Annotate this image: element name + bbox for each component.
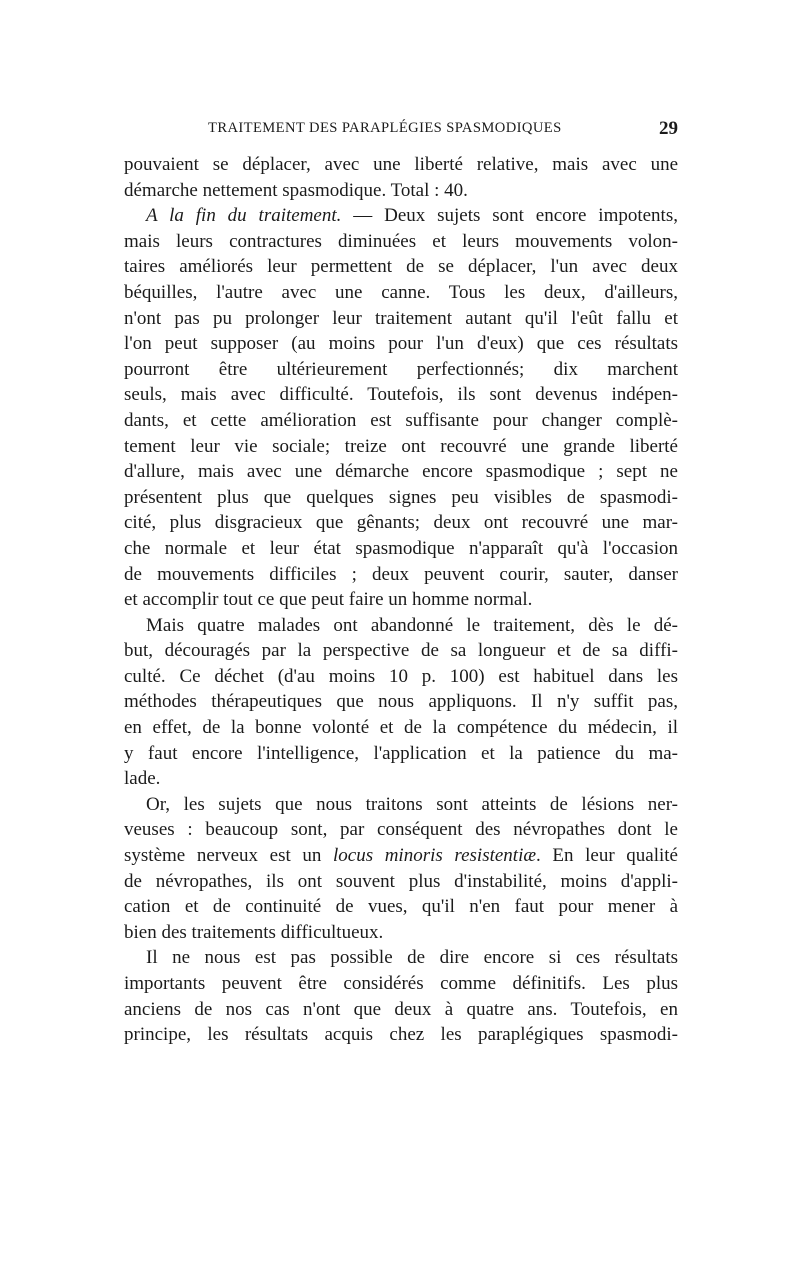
text-line xyxy=(124,715,678,741)
text-line xyxy=(124,510,678,536)
text-line xyxy=(124,536,678,562)
text-line xyxy=(124,792,678,818)
text-segment: l'on peut supposer (au moins pour l'un d'eux) que ces résultats xyxy=(124,333,678,355)
text-segment: système nerveux est un xyxy=(124,845,333,867)
text-line xyxy=(124,843,678,869)
text-line xyxy=(124,817,678,843)
running-title: TRAITEMENT DES PARAPLÉGIES SPASMODIQUES xyxy=(208,120,562,136)
text-segment: Mais quatre malades ont abandonné le traitement, dès le dé- xyxy=(146,614,678,636)
text-segment: méthodes thérapeutiques que nous appliquons. Il n'y suffit pas, xyxy=(124,691,678,713)
text-segment: tement leur vie sociale; treize ont recouvré une grande liberté xyxy=(124,435,678,457)
text-segment: lade. xyxy=(124,768,161,790)
text-segment: . En leur qualité xyxy=(536,845,678,867)
text-line xyxy=(124,741,678,767)
body-text xyxy=(124,152,678,1048)
text-line xyxy=(124,152,678,178)
text-segment: importants peuvent être considérés comme définitifs. Les plus xyxy=(124,973,678,994)
text-segment: pouvaient se déplacer, avec une liberté relative, mais avec une xyxy=(124,154,678,175)
text-line xyxy=(124,331,678,357)
text-line xyxy=(124,971,678,997)
text-segment: Il ne nous est pas possible de dire encore si ces résultats xyxy=(146,947,678,969)
page-number: 29 xyxy=(659,118,678,139)
text-segment: — Deux sujets sont encore impotents, xyxy=(341,205,678,227)
text-segment: Or, les sujets que nous traitons sont atteints de lésions ner- xyxy=(146,793,678,815)
text-line xyxy=(124,408,678,434)
text-line xyxy=(124,587,678,613)
text-line xyxy=(124,562,678,588)
text-segment: pourront être ultérieurement perfectionnés; dix marchent xyxy=(124,358,678,380)
text-line xyxy=(124,945,678,971)
text-segment: béquilles, l'autre avec une canne. Tous les deux, d'ailleurs, xyxy=(124,281,678,303)
text-line xyxy=(124,869,678,895)
text-line xyxy=(124,306,678,332)
text-segment: n'ont pas pu prolonger leur traitement autant qu'il l'eût fallu et xyxy=(124,307,678,329)
text-segment: dants, et cette amélioration est suffisante pour changer complè- xyxy=(124,409,678,431)
text-line xyxy=(124,920,678,946)
text-line xyxy=(124,203,678,229)
text-line xyxy=(124,434,678,460)
text-line xyxy=(124,229,678,255)
text-line xyxy=(124,280,678,306)
italic-text: A la fin du traitement. xyxy=(146,205,342,227)
text-segment: che normale et leur état spasmodique n'apparaît qu'à l'occasion xyxy=(124,537,678,559)
text-line xyxy=(124,894,678,920)
text-line xyxy=(124,997,678,1023)
text-line xyxy=(124,357,678,383)
text-line xyxy=(124,178,678,204)
text-segment: de névropathes, ils ont souvent plus d'instabilité, moins d'appli- xyxy=(124,870,678,892)
text-line xyxy=(124,664,678,690)
text-segment: y faut encore l'intelligence, l'application et la patience du ma- xyxy=(124,742,678,764)
text-line xyxy=(124,613,678,639)
text-segment: taires améliorés leur permettent de se déplacer, l'un avec deux xyxy=(124,256,678,278)
text-segment: démarche nettement spasmodique. Total : 40. xyxy=(124,179,468,201)
text-segment: mais leurs contractures diminuées et leurs mouvements volon- xyxy=(124,230,678,252)
text-segment: de mouvements difficiles ; deux peuvent courir, sauter, danser xyxy=(124,563,678,585)
text-segment: présentent plus que quelques signes peu visibles de spasmodi- xyxy=(124,486,678,508)
text-line xyxy=(124,254,678,280)
text-segment: d'allure, mais avec une démarche encore spasmodique ; sept ne xyxy=(124,461,678,483)
text-line xyxy=(124,485,678,511)
text-segment: et accomplir tout ce que peut faire un homme normal. xyxy=(124,589,533,611)
text-segment: principe, les résultats acquis chez les paraplégiques spasmodi- xyxy=(124,1024,678,1046)
page-header xyxy=(124,118,678,142)
text-line xyxy=(124,689,678,715)
text-segment: cation et de continuité de vues, qu'il n'en faut pour mener à xyxy=(124,896,678,918)
text-segment: en effet, de la bonne volonté et de la compétence du médecin, il xyxy=(124,717,678,739)
italic-text: locus minoris resistentiæ xyxy=(332,845,537,867)
text-segment: culté. Ce déchet (d'au moins 10 p. 100) est habituel dans les xyxy=(124,665,678,687)
text-segment: but, découragés par la perspective de sa longueur et de sa diffi- xyxy=(124,640,678,662)
text-segment: veuses : beaucoup sont, par conséquent des névropathes dont le xyxy=(124,819,678,841)
text-segment: bien des traitements difficultueux. xyxy=(124,921,384,943)
text-line xyxy=(124,1022,678,1048)
text-line xyxy=(124,382,678,408)
text-segment: anciens de nos cas n'ont que deux à quatre ans. Toutefois, en xyxy=(124,998,678,1020)
text-line xyxy=(124,766,678,792)
text-segment: cité, plus disgracieux que gênants; deux ont recouvré une mar- xyxy=(124,512,678,534)
text-line xyxy=(124,638,678,664)
text-segment: seuls, mais avec difficulté. Toutefois, ils sont devenus indépen- xyxy=(124,384,678,406)
text-line xyxy=(124,459,678,485)
